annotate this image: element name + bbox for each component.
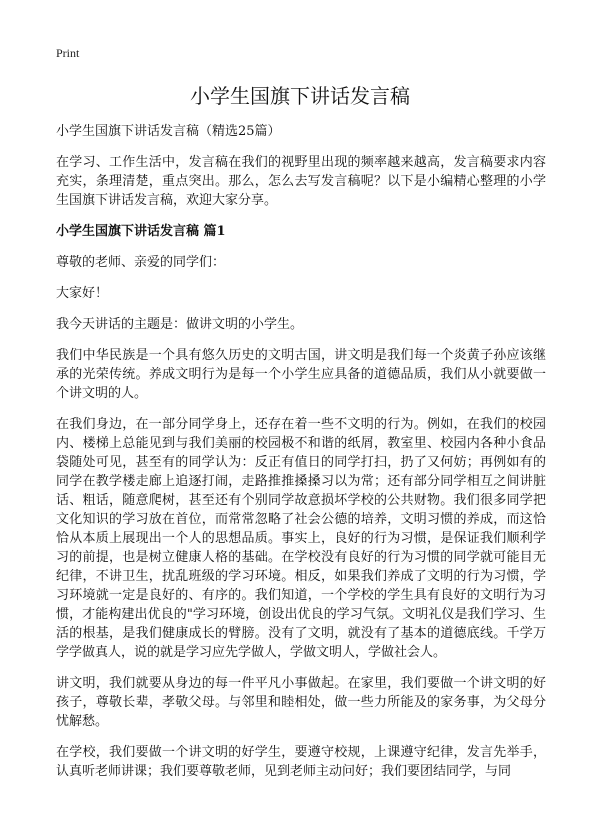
body-paragraph: 讲文明，我们就要从身边的每一件平凡小事做起。在家里，我们要做一个讲文明的好孩子，尊敬长辈，孝敬父母。与邻里和睦相处，做一些力所能及的家务事，为父母分忧解愁。 [56,676,546,729]
page-title: 小学生国旗下讲话发言稿 [190,84,410,108]
print-link[interactable]: Print [56,46,80,60]
body-paragraph: 在学校，我们要做一个讲文明的好学生，要遵守校规，上课遵守纪律，发言先举手，认真听老师讲课；我们要尊敬老师，见到老师主动问好；我们要团结同学，与同 [56,745,546,779]
body-paragraph: 在我们身边，在一部分同学身上，还存在着一些不文明的行为。例如，在我们的校园内、楼梯上总能见到与我们美丽的校园极不和谐的纸屑，教室里、校园内各种小食品袋随处可见，甚至有的同学认为：反正有值日的同学打扫，扔了又何妨；再例如有的同学在教学楼走廊上追逐打闹，走路推推搡搡习以为常；还有部分同学相互之间讲脏话、粗话，随意爬树，甚至还有个别同学故意损坏学校的公共财物。我们很多同学把文化知识的学习放在首位，而常常忽略了社会公德的培养，文明习惯的养成，而这恰恰从本质上展现出一个人的思想品质。事实上，良好的行为习惯，是保证我们顺利学习的前提，也是树立健康人格的基础。在学校没有良好的行为习惯的同学就可能目无纪律，不讲卫生，扰乱班级的学习环境。相反，如果我们养成了文明的行为习惯，学习环境就一定是良好的、有序的。我们知道，一个学校的学生具有良好的文明行为习惯，才能构建出优良的"学习环境，创设出优良的学习气氛。文明礼仪是我们学习、生活的根基，是我们健康成长的臂膀。没有了文明，就没有了基本的道德底线。千学万学学做真人，说的就是学习应先学做人，学做文明人，学做社会人。 [56,417,546,660]
document-body [56,122,546,793]
subtitle: 小学生国旗下讲话发言稿（精选25篇） [56,124,281,139]
greeting: 大家好！ [56,286,109,301]
intro-paragraph: 在学习、工作生活中，发言稿在我们的视野里出现的频率越来越高，发言稿要求内容充实，条理清楚，重点突出。那么，怎么去写发言稿呢？以下是小编精心整理的小学生国旗下讲话发言稿，欢迎大家分享。 [56,155,546,208]
body-paragraph: 我们中华民族是一个具有悠久历史的文明古国，讲文明是我们每一个炎黄子孙应该继承的光荣传统。养成文明行为是每一个小学生应具备的道德品质，我们从小就要做一个讲文明的人。 [56,348,546,401]
section-heading: 小学生国旗下讲话发言稿 篇1 [56,224,226,239]
topic-line: 我今天讲话的主题是：做讲文明的小学生。 [56,317,304,332]
salutation: 尊敬的老师、亲爱的同学们： [56,255,226,270]
